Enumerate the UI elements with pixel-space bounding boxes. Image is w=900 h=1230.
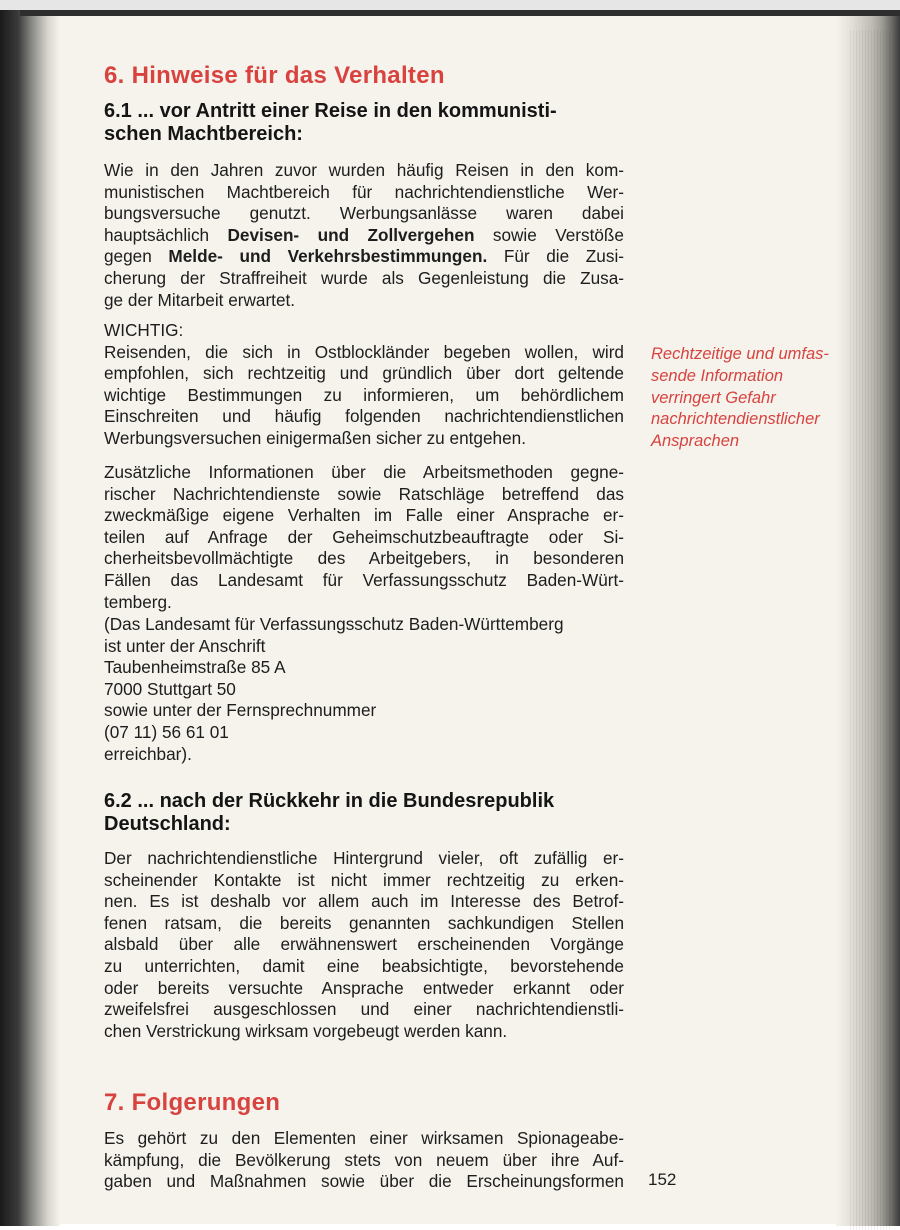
section-6-heading: 6. Hinweise für das Verhalten: [104, 62, 445, 89]
text-line: cherheitsbevollmächtigte des Arbeitgebers, in besonderen: [104, 548, 624, 569]
phone-number: (07 11) 56 61 01: [104, 721, 229, 742]
important-notice: [104, 320, 624, 450]
address-block: [104, 614, 624, 765]
margin-note-line: nachrichtendienstlicher: [651, 410, 820, 429]
address-line: (Das Landesamt für Verfassungsschutz Baden-Württemberg: [104, 614, 564, 634]
page-number: 152: [648, 1170, 677, 1189]
text-line: [104, 225, 624, 247]
text-line: scheinender Kontakte ist nicht immer rechtzeitig zu erken-: [104, 869, 624, 890]
text-line: ge der Mitarbeit erwartet.: [104, 289, 296, 310]
text-line: Werbungsversuchen einigermaßen sicher zu entgehen.: [104, 427, 526, 448]
section-7-heading: 7. Folgerungen: [104, 1089, 281, 1116]
address-line: Taubenheimstraße 85 A: [104, 657, 286, 678]
important-label: WICHTIG:: [104, 320, 184, 340]
text-line: Zusätzliche Informationen über die Arbeitsmethoden gegne-: [104, 462, 624, 482]
text-line: Reisenden, die sich in Ostblockländer begeben wollen, wird: [104, 341, 624, 362]
text-line: munistischen Machtbereich für nachrichtendienstliche Wer-: [104, 181, 624, 202]
text-line: Fällen das Landesamt für Verfassungsschutz Baden-Würt-: [104, 569, 624, 590]
scan-top-line: [20, 10, 900, 16]
heading-line: 6.2 ... nach der Rückkehr in die Bundesrepublik: [104, 790, 555, 812]
margin-note-line: sende Information: [651, 366, 784, 385]
text-line: chen Verstrickung wirksam vorgebeugt werden kann.: [104, 1020, 508, 1041]
page-edges: [836, 10, 900, 1226]
heading-line: Deutschland:: [104, 813, 231, 835]
bold-term: Melde- und Verkehrsbestimmungen.: [168, 246, 488, 267]
text-segment: gegen: [104, 246, 169, 267]
margin-note-line: verringert Gefahr: [651, 388, 776, 407]
text-line: rischer Nachrichtendienste sowie Ratschläge betreffend das: [104, 483, 624, 504]
text-line: temberg.: [104, 591, 172, 612]
paragraph-conclusions: [104, 1128, 624, 1193]
address-line: erreichbar).: [104, 743, 192, 764]
text-line: empfohlen, sich rechtzeitig und gründlich über dort geltende: [104, 363, 624, 384]
paragraph-additional-info: [104, 462, 624, 613]
paragraph-after-return: [104, 848, 624, 1042]
address-line: sowie unter der Fernsprechnummer: [104, 700, 377, 721]
text-segment: hauptsächlich: [104, 224, 228, 245]
paragraph-travel-recruitment: [104, 160, 624, 311]
margin-note-line: Ansprachen: [651, 432, 740, 451]
heading-line: schen Machtbereich:: [104, 123, 303, 145]
text-line: fenen ratsam, die bereits genannten sachkundigen Stellen: [104, 912, 624, 933]
page-edge-lines: [850, 30, 890, 1230]
margin-note-line: Rechtzeitige und umfas-: [651, 345, 829, 363]
text-line: cherung der Straffreiheit wurde als Gegenleistung die Zusa-: [104, 267, 624, 288]
margin-note: [651, 344, 851, 453]
text-line: teilen auf Anfrage der Geheimschutzbeauftragte oder Si-: [104, 526, 624, 547]
text-line: Wie in den Jahren zuvor wurden häufig Reisen in den kom-: [104, 160, 624, 180]
address-line: 7000 Stuttgart 50: [104, 678, 236, 699]
text-line: kämpfung, die Bevölkerung stets von neuem über ihre Auf-: [104, 1149, 624, 1170]
text-line: alsbald über alle erwähnenswert erscheinenden Vorgänge: [104, 934, 624, 955]
text-line: Einschreiten und häufig folgenden nachrichtendienstlichen: [104, 406, 624, 427]
text-line: gaben und Maßnahmen sowie über die Erscheinungsformen: [104, 1171, 624, 1192]
text-line: Es gehört zu den Elementen einer wirksamen Spionageabe-: [104, 1128, 624, 1148]
subsection-6-1-heading: [104, 100, 644, 146]
text-line: bungsversuche genutzt. Werbungsanlässe waren dabei: [104, 203, 624, 224]
book-spine-shadow: [0, 10, 60, 1226]
text-line: zweckmäßige eigene Verhalten im Falle einer Ansprache er-: [104, 505, 624, 526]
text-line: wichtige Bestimmungen zu informieren, um behördlichem: [104, 384, 624, 405]
subsection-6-2-heading: [104, 790, 644, 836]
heading-line: 6.1 ... vor Antritt einer Reise in den kommunisti-: [104, 100, 557, 122]
text-line: zu unterrichten, damit eine beabsichtigte, bevorstehende: [104, 955, 624, 976]
text-segment: sowie Verstöße: [474, 224, 624, 245]
text-line: [104, 246, 624, 268]
text-line: Der nachrichtendienstliche Hintergrund vieler, oft zufällig er-: [104, 848, 624, 868]
text-segment: Für die Zusi-: [487, 246, 624, 267]
text-line: nen. Es ist deshalb vor allem auch im Interesse des Betrof-: [104, 891, 624, 912]
bold-term: Devisen- und Zollvergehen: [227, 224, 475, 245]
text-line: oder bereits versuchte Ansprache entweder erkannt oder: [104, 977, 624, 998]
address-line: ist unter der Anschrift: [104, 635, 266, 656]
text-line: zweifelsfrei ausgeschlossen und einer nachrichtendienstli-: [104, 999, 624, 1020]
